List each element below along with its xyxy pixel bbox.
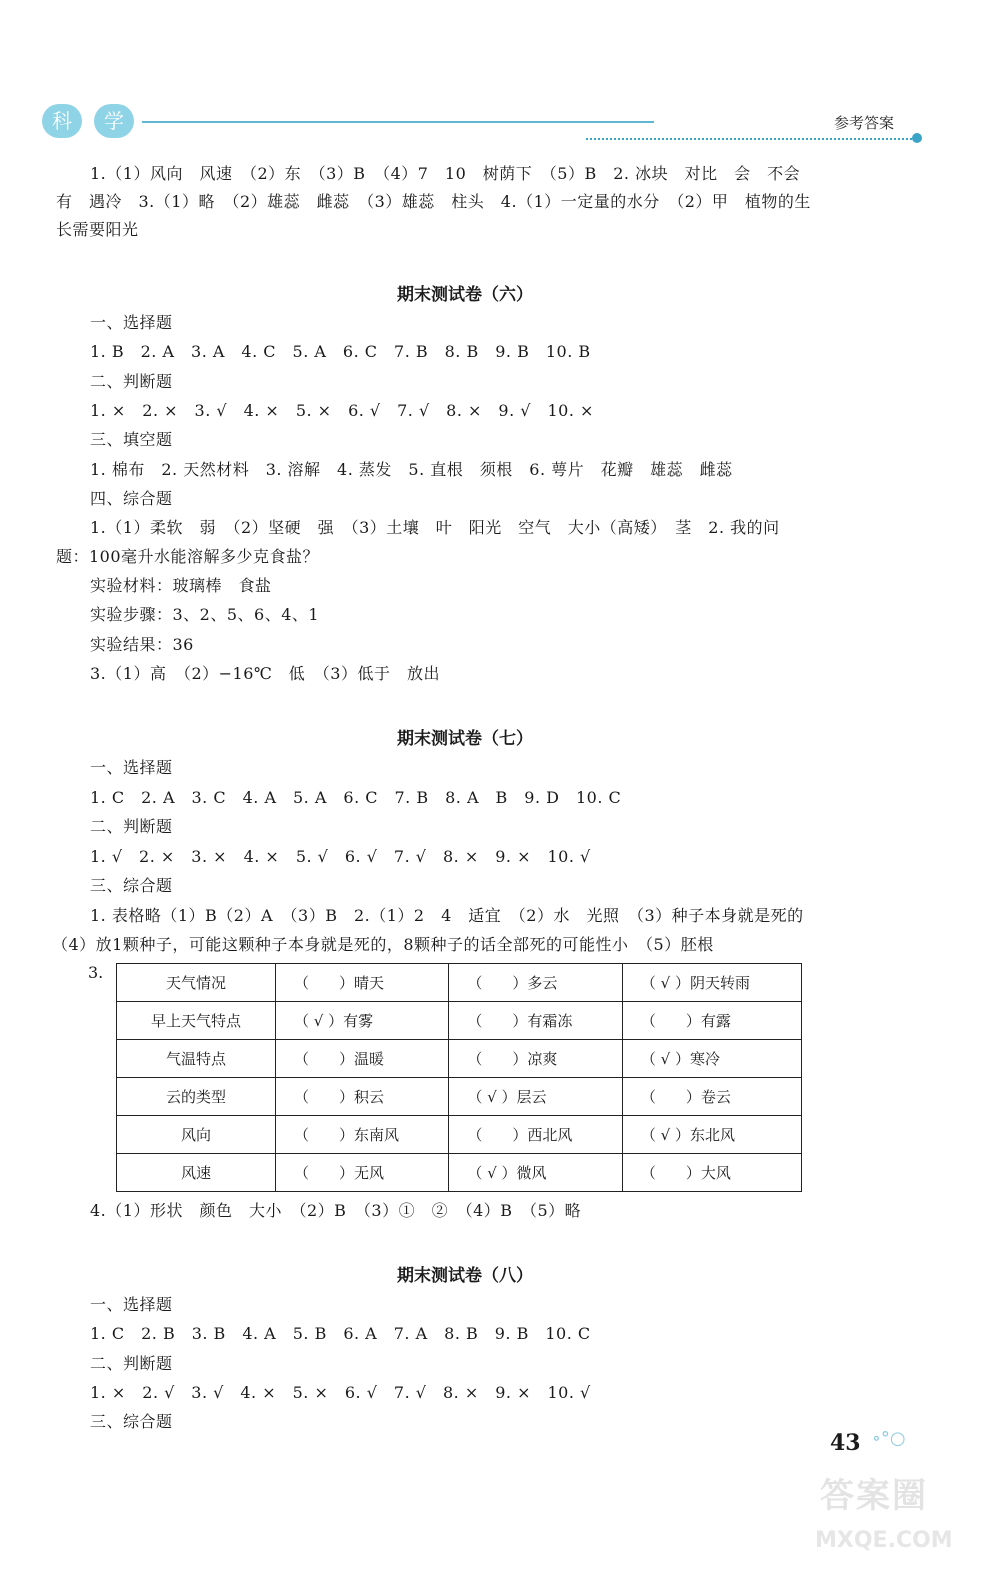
section6-line: 1. 棉布 2. 天然材料 3. 溶解 4. 蒸发 5. 直根 须根 6. 萼片 花瓣 雄蕊 雌蕊 — [90, 460, 733, 479]
table-cell: （ ）凉爽 — [449, 1040, 622, 1078]
header-dot-icon — [912, 133, 922, 143]
section7-line: 一、选择题 — [90, 758, 173, 777]
table-cell: （ √ ）有雾 — [276, 1002, 449, 1040]
section7-line: 1. 表格略（1）B（2）A （3）B 2.（1）2 4 适宜 （2）水 光照 （3）种子本身就是死的 — [90, 906, 804, 925]
table-row — [117, 1040, 802, 1078]
section6-line: 一、选择题 — [90, 313, 173, 332]
section6-line: 实验结果：36 — [90, 635, 194, 654]
table-cell: 风向 — [117, 1116, 276, 1154]
table-cell: （ √ ）微风 — [449, 1154, 622, 1192]
table-cell: （ ）温暖 — [276, 1040, 449, 1078]
section6-line: 二、判断题 — [90, 372, 173, 391]
page-number: 43 — [830, 1430, 861, 1456]
section6-line: 四、综合题 — [90, 489, 173, 508]
section6-line: 实验材料：玻璃棒 食盐 — [90, 576, 272, 595]
question-3-label: 3. — [88, 963, 104, 982]
section8-line: 一、选择题 — [90, 1295, 173, 1314]
section6-line: 1. × 2. × 3. √ 4. × 5. × 6. √ 7. √ 8. × 9. √ 10. × — [90, 401, 594, 420]
table-cell: 云的类型 — [117, 1078, 276, 1116]
section6-line: 三、填空题 — [90, 430, 173, 449]
table-cell: 风速 — [117, 1154, 276, 1192]
table-row — [117, 964, 802, 1002]
header-dotted-rule — [586, 138, 912, 140]
table-cell: （ ）大风 — [622, 1154, 801, 1192]
table-cell: （ ）多云 — [449, 964, 622, 1002]
section7-line: 1. √ 2. × 3. × 4. × 5. √ 6. √ 7. √ 8. × 9. × 10. √ — [90, 847, 591, 866]
table-row — [117, 1078, 802, 1116]
subject-badge-2: 学 — [94, 104, 134, 138]
table-cell: （ √ ）阴天转雨 — [622, 964, 801, 1002]
section6-line: 实验步骤：3、2、5、6、4、1 — [90, 605, 320, 624]
watermark-logo: 答案圈 — [820, 1476, 928, 1516]
section8-line: 二、判断题 — [90, 1354, 173, 1373]
table-cell: （ √ ）寒冷 — [622, 1040, 801, 1078]
top-line: 1.（1）风向 风速 （2）东 （3）B （4）7 10 树荫下 （5）B 2. 冰块 对比 会 不会 — [90, 164, 801, 183]
section-title: 期末测试卷（七） — [397, 729, 533, 749]
table-cell: 早上天气特点 — [117, 1002, 276, 1040]
weather-table — [116, 963, 802, 1192]
table-cell: （ √ ）东北风 — [622, 1116, 801, 1154]
table-row — [117, 1002, 802, 1040]
section6-line: 1. B 2. A 3. A 4. C 5. A 6. C 7. B 8. B 9. B 10. B — [90, 342, 591, 361]
section6-line: 1.（1）柔软 弱 （2）坚硬 强 （3）土壤 叶 阳光 空气 大小（高矮） 茎 2. 我的问 — [90, 518, 780, 537]
section6-line: 3.（1）高 （2）−16℃ 低 （3）低于 放出 — [90, 664, 440, 683]
table-row — [117, 1116, 802, 1154]
table-cell: （ ）卷云 — [622, 1078, 801, 1116]
top-line: 有 遇冷 3.（1）略 （2）雄蕊 雌蕊 （3）雄蕊 柱头 4.（1）一定量的水分 （2）甲 植物的生 — [56, 192, 811, 211]
table-cell: （ ）东南风 — [276, 1116, 449, 1154]
bubbles-icon: ∘°○ — [872, 1428, 906, 1449]
table-cell: （ ）西北风 — [449, 1116, 622, 1154]
table-cell: （ ）积云 — [276, 1078, 449, 1116]
section8-line: 三、综合题 — [90, 1412, 173, 1431]
table-cell: （ ）无风 — [276, 1154, 449, 1192]
section7-line: 二、判断题 — [90, 817, 173, 836]
header-answer-label: 参考答案 — [834, 114, 895, 132]
section-title: 期末测试卷（八） — [397, 1266, 533, 1286]
watermark-url: MXQE.COM — [815, 1528, 953, 1553]
section8-line: 1. C 2. B 3. B 4. A 5. B 6. A 7. A 8. B 9. B 10. C — [90, 1324, 591, 1343]
table-cell: （ √ ）层云 — [449, 1078, 622, 1116]
section-title: 期末测试卷（六） — [397, 285, 533, 305]
table-row — [117, 1154, 802, 1192]
section8-line: 1. × 2. √ 3. √ 4. × 5. × 6. √ 7. √ 8. × 9. × 10. √ — [90, 1383, 591, 1402]
section7-q4: 4.（1）形状 颜色 大小 （2）B （3）① ② （4）B （5）略 — [90, 1201, 582, 1220]
header-rule — [142, 121, 654, 123]
section7-line: （4）放1颗种子，可能这颗种子本身就是死的，8颗种子的话全部死的可能性小 （5）胚根 — [52, 935, 714, 954]
section7-line: 1. C 2. A 3. C 4. A 5. A 6. C 7. B 8. A B 9. D 10. C — [90, 788, 622, 807]
section7-line: 三、综合题 — [90, 876, 173, 895]
top-line: 长需要阳光 — [56, 220, 139, 239]
table-cell: 天气情况 — [117, 964, 276, 1002]
section6-line: 题：100毫升水能溶解多少克食盐？ — [56, 547, 320, 566]
table-cell: （ ）有露 — [622, 1002, 801, 1040]
table-cell: （ ）有霜冻 — [449, 1002, 622, 1040]
table-cell: （ ）晴天 — [276, 964, 449, 1002]
subject-badge-1: 科 — [42, 104, 82, 138]
table-cell: 气温特点 — [117, 1040, 276, 1078]
